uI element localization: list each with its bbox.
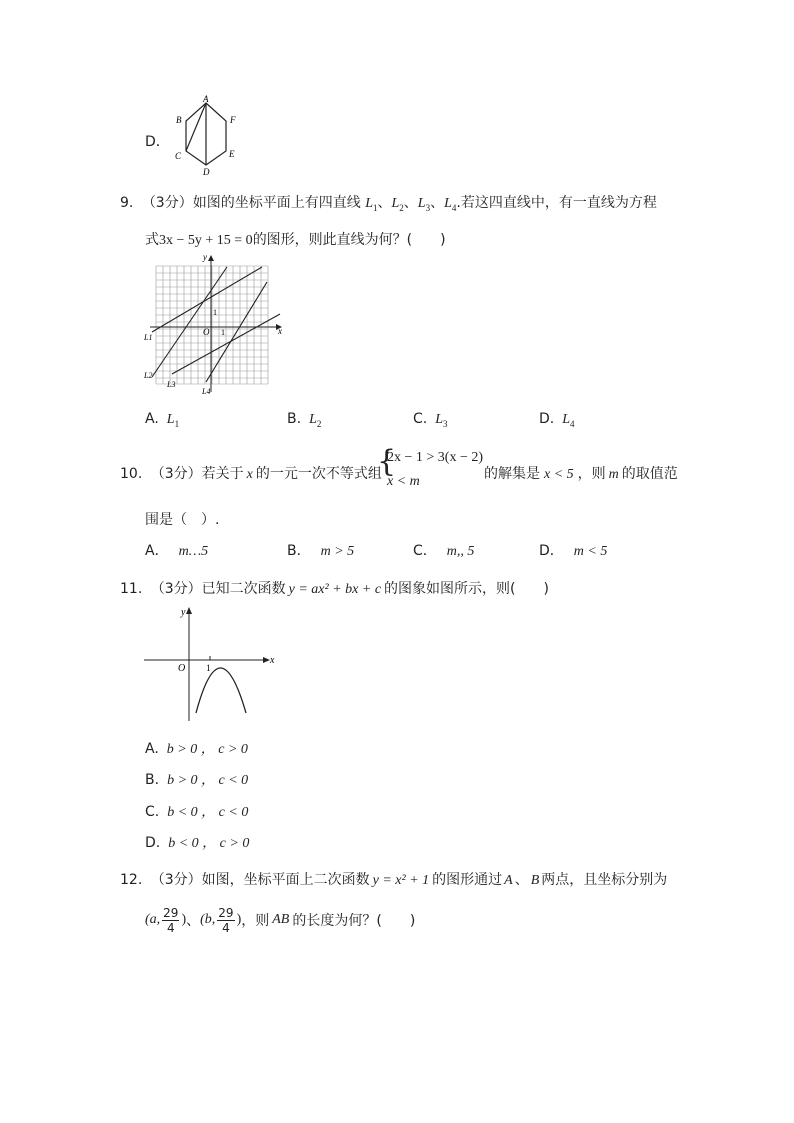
q10-line1-start: 10. （3分）若关于 x 的一元一次不等式组 <box>120 466 382 482</box>
q9-coordinate-graph <box>142 252 287 397</box>
q11-option-c[interactable]: C. b < 0 ， c < 0 <box>145 804 249 820</box>
q10-line2: 围是（ ）. <box>145 512 220 528</box>
label-b: B <box>176 115 182 125</box>
q11-one: 1 <box>206 663 211 673</box>
q9-option-d[interactable]: D. $L_4$ <box>539 411 575 429</box>
q8-option-d-label[interactable]: D． <box>145 134 170 150</box>
diagonal-ac <box>186 103 206 151</box>
q9-number: 9. <box>120 195 134 211</box>
q9-text2: 若这四直线中，有一直线为方程 <box>460 195 657 211</box>
q11-parabola-graph <box>140 603 280 728</box>
q12-coord-b-open: (b, <box>200 912 216 927</box>
q9-text1: 如图的坐标平面上有四直线 <box>192 195 361 211</box>
q12-score: （3分） <box>150 872 202 888</box>
q9-option-a[interactable]: A. $L_1$ <box>145 411 180 429</box>
q9-line-l2: $L_2$ <box>391 196 404 213</box>
label-f: F <box>230 115 236 125</box>
q10-option-b[interactable]: B． m > 5 <box>287 543 355 559</box>
q11-x-arrow <box>263 657 270 663</box>
q9-line2: 式3x − 5y + 15 = 0的图形，则此直线为何？( ) <box>145 232 446 248</box>
q9-option-b[interactable]: B. $L_2$ <box>287 411 322 429</box>
q9-line-l4: $L_4$ <box>444 196 457 213</box>
q9-line-l3: $L_3$ <box>417 196 431 213</box>
q11-y-arrow <box>186 607 192 614</box>
q11-parabola-curve <box>196 668 246 713</box>
q10-option-a[interactable]: A． m…5 <box>145 543 209 559</box>
q9-line1: 9. （3分）如图的坐标平面上有四直线 $L_1$、$L_2$、$L_3$、$L_4$.若这四直线中，有一直线为方程 <box>120 195 657 213</box>
q9-grid <box>156 266 268 384</box>
q11-y-label: y <box>181 607 186 618</box>
q10-var-m: m <box>608 467 619 482</box>
q10-option-c[interactable]: C． m,, 5 <box>413 543 475 559</box>
label-e: E <box>229 149 235 159</box>
q12-fraction-b: $\frac{29}{4}$ <box>218 905 234 935</box>
q12-fraction-a: $\frac{29}{4}$ <box>163 905 179 935</box>
q12-line1: 12. （3分）如图，坐标平面上二次函数 y = x² + 1 的图形通过 A 、 B 两点，且坐标分别为 <box>120 872 668 888</box>
label-d: D <box>203 167 210 177</box>
q11-line1: 11. （3分）已知二次函数 y = ax² + bx + c 的图象如图所示，则( ) <box>120 581 549 597</box>
q11-x-label: x <box>270 655 275 666</box>
q12-line2: (a, $\frac{29}{4}$ ) 、 (b, $\frac{29}{4}$ ) ，则 AB 的长度为何？( ) <box>145 905 416 935</box>
q9-line-l4-graph <box>206 282 267 382</box>
q10-option-d[interactable]: D． m < 5 <box>539 543 608 559</box>
q9-graph-l4: L4 <box>202 387 211 396</box>
q11-score: （3分） <box>150 581 202 597</box>
q9-origin: O <box>203 327 210 337</box>
q11-option-b[interactable]: B. b > 0 ， c < 0 <box>145 772 249 788</box>
q9-equation: 3x − 5y + 15 = 0 <box>159 233 253 248</box>
q11-origin: O <box>178 663 186 674</box>
q11-option-d[interactable]: D. b < 0 ， c > 0 <box>145 835 250 851</box>
q10-line1-end: 的解集是 x < 5 ，则 m 的取值范 <box>484 466 678 482</box>
q12-number: 12. <box>120 872 143 888</box>
q9-one-y: 1 <box>213 308 217 317</box>
q10-solution: x < 5 <box>544 467 574 482</box>
q9-graph-l2: L2 <box>144 371 153 380</box>
label-c: C <box>175 151 182 161</box>
q9-line-l1: $L_1$ <box>365 196 378 213</box>
q10-inequality-2: x < m <box>387 474 420 489</box>
q9-graph-l1: L1 <box>144 333 153 342</box>
q9-x-label: x <box>278 326 282 336</box>
q10-score: （3分） <box>150 466 202 482</box>
q12-point-a: A <box>504 873 513 888</box>
q10-var-x: x <box>246 467 253 482</box>
q9-one-x: 1 <box>221 328 225 337</box>
q10-brace: { <box>377 444 397 479</box>
q9-graph-l3: L3 <box>167 380 176 389</box>
label-a: A <box>203 95 209 104</box>
q12-coord-a-open: (a, <box>145 912 161 927</box>
q9-y-arrow <box>208 255 214 261</box>
q9-option-c[interactable]: C. $L_3$ <box>413 411 448 429</box>
q8-hexagon-figure <box>168 95 248 177</box>
q12-point-b: B <box>530 873 540 888</box>
q12-function: y = x² + 1 <box>372 873 430 888</box>
q10-number: 10. <box>120 466 143 482</box>
q11-option-a[interactable]: A. b > 0 ， c > 0 <box>145 741 248 757</box>
q11-function: y = ax² + bx + c <box>288 582 382 597</box>
q10-inequality-1: 2x − 1 > 3(x − 2) <box>387 450 484 465</box>
q9-y-label: y <box>203 252 207 262</box>
q11-number: 11. <box>120 581 143 597</box>
q9-score: （3分） <box>141 195 193 211</box>
q12-segment-ab: AB <box>272 912 290 927</box>
